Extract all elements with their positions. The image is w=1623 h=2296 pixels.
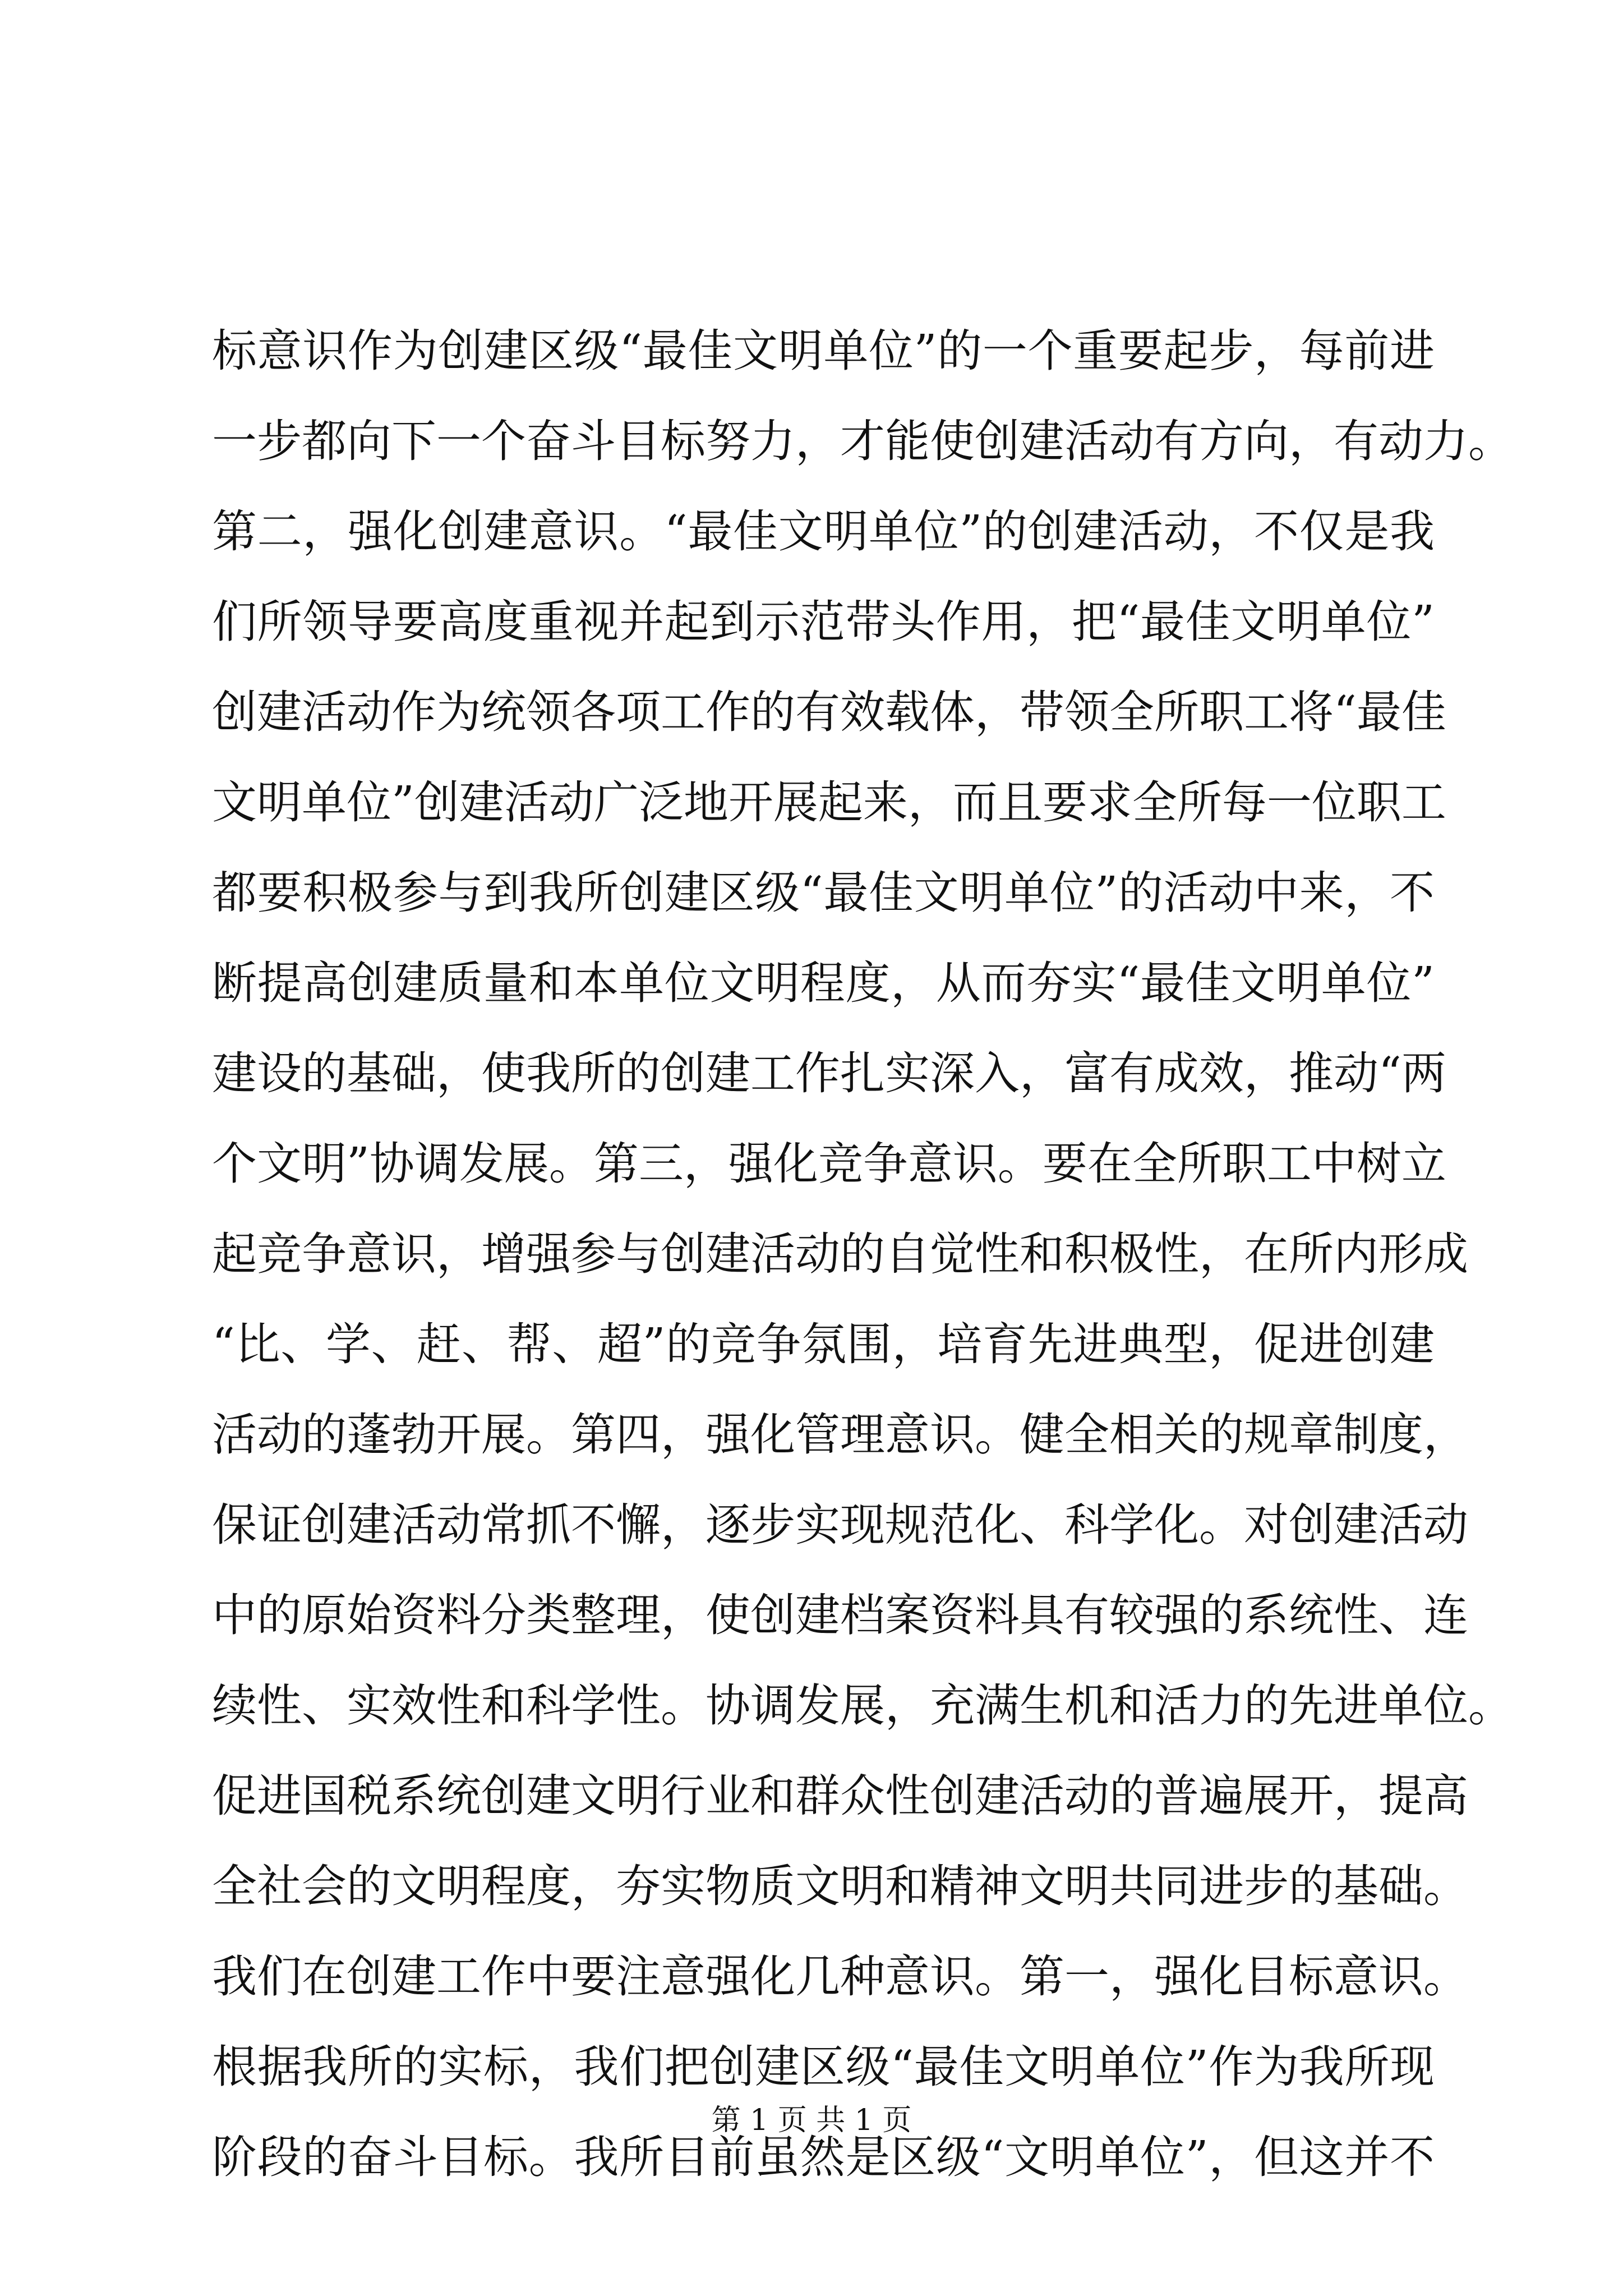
text-line: 根据我所的实标，我们把创建区级“最佳文明单位”作为我所现 <box>212 2041 1435 2093</box>
page-footer <box>0 2101 1623 2140</box>
text-line: 个文明”协调发展。第三，强化竞争意识。要在全所职工中树立 <box>212 1138 1446 1190</box>
body-text <box>212 306 1513 2202</box>
text-line: 全社会的文明程度，夯实物质文明和精神文明共同进步的基础。 <box>212 1860 1468 1912</box>
text-line: 文明单位”创建活动广泛地开展起来，而且要求全所每一位职工 <box>212 776 1446 829</box>
text-line: 第二，强化创建意识。“最佳文明单位”的创建活动，不仅是我 <box>212 505 1435 558</box>
text-line: 中的原始资料分类整理，使创建档案资料具有较强的系统性、连 <box>212 1589 1468 1641</box>
text-line: 续性、实效性和科学性。协调发展，充满生机和活力的先进单位。 <box>212 1680 1513 1732</box>
text-line: 保证创建活动常抓不懈，逐步实现规范化、科学化。对创建活动 <box>212 1499 1468 1551</box>
text-line: 都要积极参与到我所创建区级“最佳文明单位”的活动中来，不 <box>212 867 1435 919</box>
text-line: 标意识作为创建区级“最佳文明单位”的一个重要起步，每前进 <box>212 325 1435 377</box>
text-line: 阶段的奋斗目标。我所目前虽然是区级“文明单位”，但这并不 <box>212 2131 1435 2183</box>
text-line: 们所领导要高度重视并起到示范带头作用，把“最佳文明单位” <box>212 596 1435 648</box>
text-line: 一步都向下一个奋斗目标努力，才能使创建活动有方向，有动力。 <box>212 415 1513 467</box>
text-line: “比、学、赶、帮、超”的竞争氛围，培育先进典型，促进创建 <box>212 1318 1435 1370</box>
text-line: 断提高创建质量和本单位文明程度，从而夯实“最佳文明单位” <box>212 957 1435 1009</box>
text-line: 我们在创建工作中要注意强化几种意识。第一，强化目标意识。 <box>212 1950 1468 2003</box>
text-line: 活动的蓬勃开展。第四，强化管理意识。健全相关的规章制度， <box>212 1409 1468 1461</box>
text-line: 创建活动作为统领各项工作的有效载体，带领全所职工将“最佳 <box>212 686 1446 738</box>
page-number-label: 第 1 页 共 1 页 <box>711 2104 912 2137</box>
text-line: 起竞争意识，增强参与创建活动的自觉性和积极性，在所内形成 <box>212 1228 1468 1280</box>
text-line: 促进国税系统创建文明行业和群众性创建活动的普遍展开，提高 <box>212 1770 1468 1822</box>
text-line: 建设的基础，使我所的创建工作扎实深入，富有成效，推动“两 <box>212 1047 1446 1099</box>
